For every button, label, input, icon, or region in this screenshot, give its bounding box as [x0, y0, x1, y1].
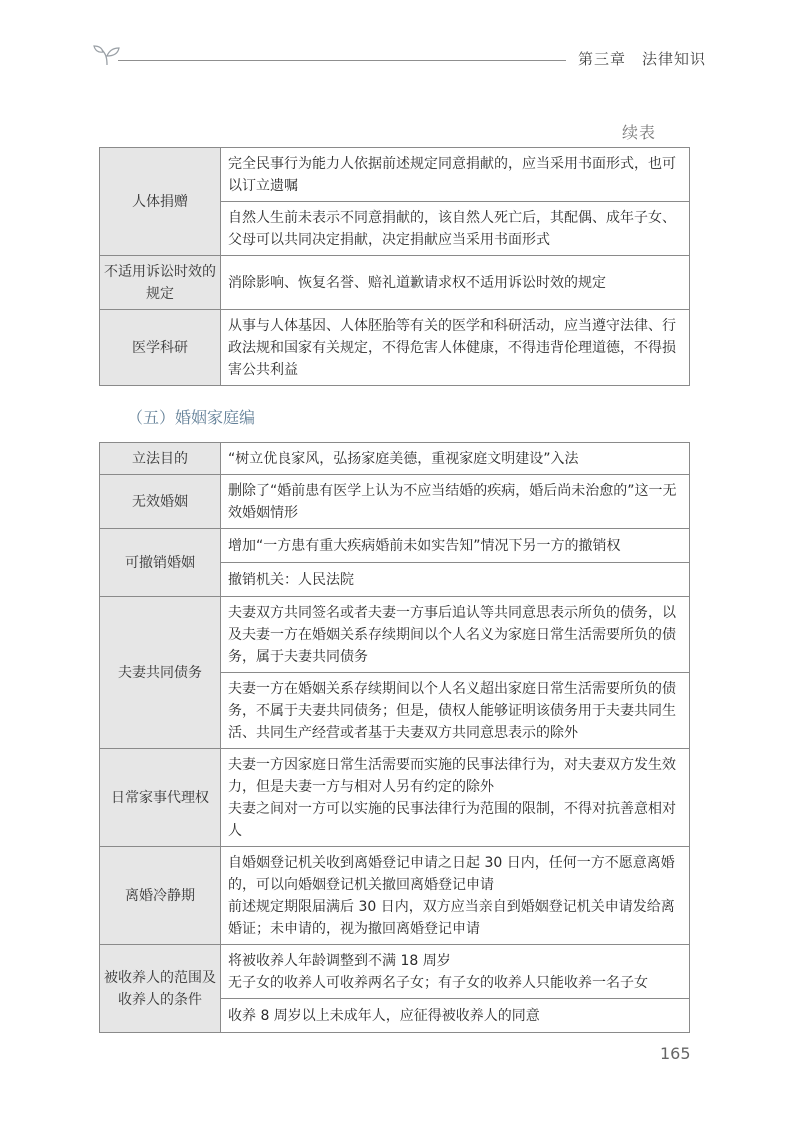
row-content: 收养 8 周岁以上未成年人，应征得被收养人的同意 [221, 999, 690, 1033]
header-rule [118, 60, 566, 61]
row-content: 自然人生前未表示不同意捐献的，该自然人死亡后，其配偶、成年子女、父母可以共同决定捐献，决定捐献应当采用书面形式 [221, 202, 690, 256]
table-row [100, 310, 690, 386]
row-content: 夫妻一方在婚姻关系存续期间以个人名义超出家庭日常生活需要所负的债务，不属于夫妻共同债务；但是，债权人能够证明该债务用于夫妻共同生活、共同生产经营或者基于夫妻双方共同意思表示的除外 [221, 673, 690, 749]
row-content: 撤销机关：人民法院 [221, 563, 690, 597]
sprout-icon [92, 44, 122, 66]
continued-label: 续表 [622, 123, 657, 142]
section-heading: （五）婚姻家庭编 [127, 408, 256, 427]
row-content: 消除影响、恢复名誉、赔礼道歉请求权不适用诉讼时效的规定 [221, 256, 690, 310]
row-content: 完全民事行为能力人依据前述规定同意捐献的，应当采用书面形式，也可以订立遗嘱 [221, 148, 690, 202]
table-row [100, 749, 690, 847]
row-category: 医学科研 [100, 310, 221, 386]
row-category: 无效婚姻 [100, 475, 221, 529]
row-content: “树立优良家风，弘扬家庭美德，重视家庭文明建设”入法 [221, 443, 690, 475]
table-row [100, 148, 690, 202]
table-continued [99, 147, 690, 386]
row-category: 不适用诉讼时效的规定 [100, 256, 221, 310]
row-content: 夫妻一方因家庭日常生活需要而实施的民事法律行为，对夫妻双方发生效力，但是夫妻一方与相对人另有约定的除外 夫妻之间对一方可以实施的民事法律行为范围的限制，不得对抗善意相对人 [221, 749, 690, 847]
table-row [100, 443, 690, 475]
row-category: 人体捐赠 [100, 148, 221, 256]
row-category: 可撤销婚姻 [100, 529, 221, 597]
table-row [100, 256, 690, 310]
table-marriage-family [99, 442, 690, 1033]
row-category: 离婚冷静期 [100, 847, 221, 945]
table-row [100, 529, 690, 563]
row-category: 立法目的 [100, 443, 221, 475]
row-category: 日常家事代理权 [100, 749, 221, 847]
row-content: 删除了“婚前患有医学上认为不应当结婚的疾病，婚后尚未治愈的”这一无效婚姻情形 [221, 475, 690, 529]
table-row [100, 847, 690, 945]
table-row [100, 945, 690, 999]
row-category: 夫妻共同债务 [100, 597, 221, 749]
row-content: 将被收养人年龄调整到不满 18 周岁 无子女的收养人可收养两名子女；有子女的收养人只能收养一名子女 [221, 945, 690, 999]
row-content: 夫妻双方共同签名或者夫妻一方事后追认等共同意思表示所负的债务，以及夫妻一方在婚姻关系存续期间以个人名义为家庭日常生活需要所负的债务，属于夫妻共同债务 [221, 597, 690, 673]
page-number: 165 [660, 1044, 691, 1063]
row-content: 自婚姻登记机关收到离婚登记申请之日起 30 日内，任何一方不愿意离婚的，可以向婚姻登记机关撤回离婚登记申请 前述规定期限届满后 30 日内，双方应当亲自到婚姻登记机关申请发给离婚证；未申请的，视为撤回离婚登记申请 [221, 847, 690, 945]
row-content: 从事与人体基因、人体胚胎等有关的医学和科研活动，应当遵守法律、行政法规和国家有关规定，不得危害人体健康，不得违背伦理道德，不得损害公共利益 [221, 310, 690, 386]
table-row [100, 597, 690, 673]
chapter-title: 第三章 法律知识 [578, 50, 707, 68]
row-category: 被收养人的范围及收养人的条件 [100, 945, 221, 1033]
table-row [100, 475, 690, 529]
row-content: 增加“一方患有重大疾病婚前未如实告知”情况下另一方的撤销权 [221, 529, 690, 563]
